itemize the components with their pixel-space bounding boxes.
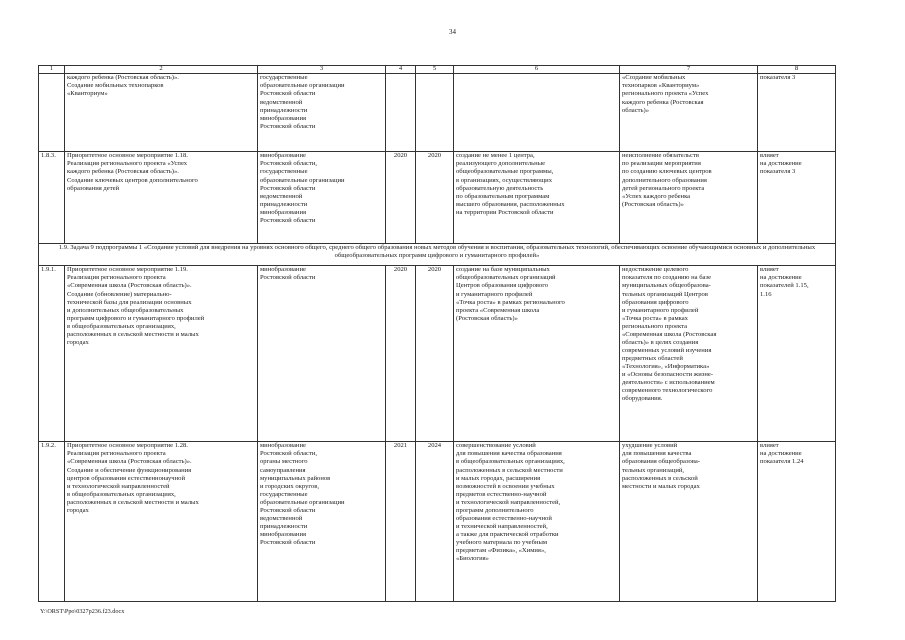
consequences-cell: ухудшение условий для повышения качества образования общеобразова- тельных организаций, расположенных в сельской местности и малых городах bbox=[620, 441, 758, 601]
table-body bbox=[39, 66, 836, 602]
table-row bbox=[39, 73, 836, 151]
activity-cell: Приоритетное основное мероприятие 1.18. Реализация регионального проекта «Успех каждого ребенка (Ростовская область)». Создание ключевых центров дополнительного образования детей bbox=[65, 151, 258, 243]
header-cell: 2 bbox=[65, 66, 258, 74]
executor-cell: минобразование Ростовской области bbox=[258, 265, 386, 441]
measures-table bbox=[38, 65, 836, 602]
start-year-cell: 2021 bbox=[386, 441, 416, 601]
executor-cell: минобразование Ростовской области, органы местного самоуправления муниципальных районов и городских округов, государственные образовательные организации Ростовской области ведомственной принадлежности минобразования Ростовской области bbox=[258, 441, 386, 601]
indicator-link-cell: влияет на достижение показателей 1.15, 1.16 bbox=[758, 265, 836, 441]
indicator-link-cell: показателя 3 bbox=[758, 73, 836, 151]
expected-result-cell: создание не менее 1 центра, реализующего дополнительные общеобразовательные программы, в организациях, осуществляющих образовательную деятельность по образовательным программам высшего образования, расположенных на территории Ростовской области bbox=[454, 151, 620, 243]
row-number-cell: 1.9.1. bbox=[39, 265, 65, 441]
table-row bbox=[39, 441, 836, 601]
consequences-cell: неисполнение обязательств по реализации мероприятия по созданию ключевых центров дополнительного образования детей регионального проекта «Успех каждого ребенка (Ростовская область)» bbox=[620, 151, 758, 243]
header-cell: 8 bbox=[758, 66, 836, 74]
header-row bbox=[39, 66, 836, 74]
header-cell: 6 bbox=[454, 66, 620, 74]
end-year-cell: 2020 bbox=[416, 265, 454, 441]
start-year-cell: 2020 bbox=[386, 151, 416, 243]
executor-cell: минобразование Ростовской области, государственные образовательные организации Ростовской области ведомственной принадлежности минобразования Ростовской области bbox=[258, 151, 386, 243]
header-cell: 5 bbox=[416, 66, 454, 74]
header-cell: 4 bbox=[386, 66, 416, 74]
end-year-cell bbox=[416, 73, 454, 151]
start-year-cell: 2020 bbox=[386, 265, 416, 441]
row-number-cell: 1.9.2. bbox=[39, 441, 65, 601]
consequences-cell: недостижение целевого показателя по созданию на базе муниципальных общеобразова- тельных организаций Центров образования цифрового и гуманитарного профилей «Точка роста» в рамках регионального проекта «Современная школа (Ростовская область)» в целях создания современных условий изучения предметных областей «Технология», «Информатика» и «Основы безопасности жизне- деятельности» с использованием современного технологического оборудования. bbox=[620, 265, 758, 441]
header-cell: 3 bbox=[258, 66, 386, 74]
row-number-cell bbox=[39, 73, 65, 151]
executor-cell: государственные образовательные организации Ростовской области ведомственной принадлежности минобразования Ростовской области bbox=[258, 73, 386, 151]
task-heading: 1.9. Задача 9 подпрограммы 1 «Создание условий для внедрения на уровнях основного общего, среднего общего образования новых методов обучения и воспитания, образовательных технологий, обеспечивающих освоение обучающимися основных и дополнительных общеобразовательных программ цифрового и гуманитарного профилей» bbox=[58, 244, 816, 260]
header-cell: 1 bbox=[39, 66, 65, 74]
expected-result-cell bbox=[454, 73, 620, 151]
document-file-path: Y:\ORST\Ppo\0327p236.f23.docx bbox=[40, 608, 125, 615]
activity-cell: Приоритетное основное мероприятие 1.28. Реализация регионального проекта «Современная школа (Ростовская область)». Создание и обеспечение функционирования центров образования естественнонаучной и технологической направленностей в общеобразовательных организациях, расположенных в сельской местности и малых городах bbox=[65, 441, 258, 601]
activity-cell: каждого ребенка (Ростовская область)». Создание мобильных технопарков «Кванториум» bbox=[65, 73, 258, 151]
table-row bbox=[39, 265, 836, 441]
table-row bbox=[39, 151, 836, 243]
activity-cell: Приоритетное основное мероприятие 1.19. Реализация регионального проекта «Современная школа (Ростовская область)». Создание (обновление) материально- технической базы для реализации основных и дополнительных общеобразовательных программ цифрового и гуманитарного профилей в общеобразовательных организациях, расположенных в сельской местности и малых городах bbox=[65, 265, 258, 441]
row-number-cell: 1.8.3. bbox=[39, 151, 65, 243]
indicator-link-cell: влияет на достижение показателя 1.24 bbox=[758, 441, 836, 601]
header-cell: 7 bbox=[620, 66, 758, 74]
end-year-cell: 2024 bbox=[416, 441, 454, 601]
task-heading-cell bbox=[39, 243, 836, 265]
expected-result-cell: совершенствование условий для повышения качества образования в общеобразовательных организациях, расположенных в сельской местности и малых городах, расширения возможностей в освоении учебных предметов естественно-научной и технологической направленностей, программ дополнительного образования естественно-научной и технической направленностей, а также для практической отработки учебного материала по учебным предметам «Физика», «Химия», «Биология» bbox=[454, 441, 620, 601]
page-number: 34 bbox=[449, 28, 456, 36]
expected-result-cell: создание на базе муниципальных общеобразовательных организаций Центров образования цифрового и гуманитарного профилей «Точка роста» в рамках регионального проекта «Современная школа (Ростовская область)» bbox=[454, 265, 620, 441]
indicator-link-cell: влияет на достижение показателя 3 bbox=[758, 151, 836, 243]
task-row bbox=[39, 243, 836, 265]
consequences-cell: «Создание мобильных технопарков «Кванториум» регионального проекта «Успех каждого ребенка (Ростовская область)» bbox=[620, 73, 758, 151]
end-year-cell: 2020 bbox=[416, 151, 454, 243]
start-year-cell bbox=[386, 73, 416, 151]
